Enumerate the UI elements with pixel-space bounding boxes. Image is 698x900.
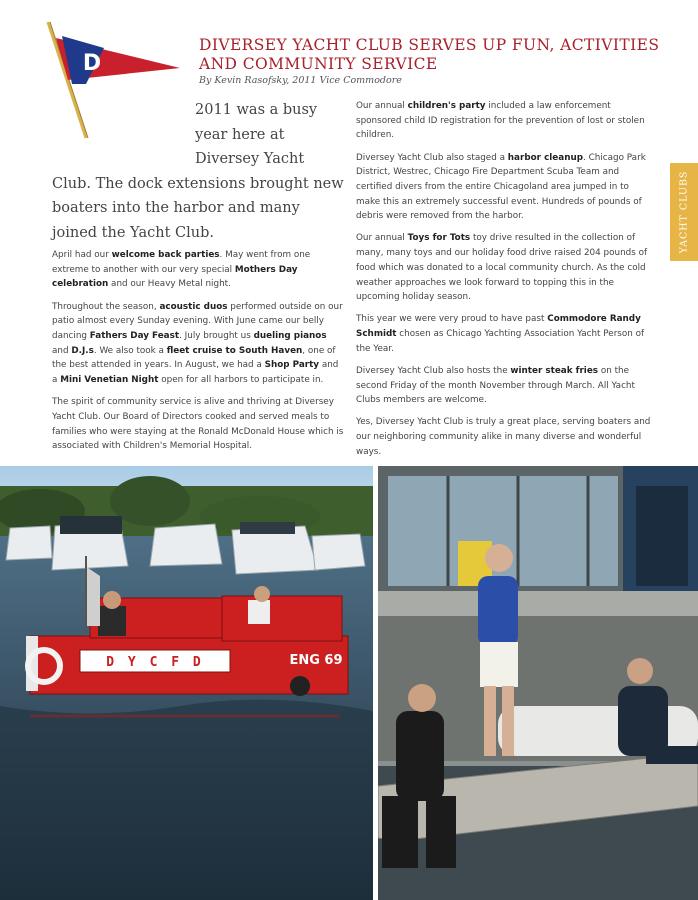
left-column [52, 248, 344, 461]
paragraph-toys-for-tots: Our annual Toys for Tots toy drive resulted in the collection of many, many toys and our holiday food drive raised 204 pounds of food which was donated to a local community church. As the cold weather approaches we look forward to topping this in the upcoming holiday season. [356, 233, 648, 303]
right-column [356, 99, 652, 467]
pennant-letter: D [82, 51, 102, 76]
fireboat-engine-number: ENG 69 [289, 653, 343, 668]
photo-dock-divers [378, 466, 698, 900]
paragraph-season: Throughout the season, acoustic duos performed outside on our patio almost every Sunday evening. With June came our belly dancing Fathers Day Feast. July brought us dueling pianos and D.J.s. We also took a fleet cruise to South Haven, one of the best attended in years. In August, we had a Shop Party and a Mini Venetian Night open for all harbors to participate in. [52, 301, 343, 386]
fireboat-hull-lettering: D Y C F D [106, 655, 204, 670]
section-tab-yacht-clubs: YACHT CLUBS [670, 163, 698, 261]
article-byline: By Kevin Rasofsky, 2011 Vice Commodore [199, 75, 402, 86]
paragraph-childrens-party: Our annual children's party included a law enforcement sponsored child ID registration for the prevention of lost or stolen children. [356, 101, 645, 141]
paragraph-commodore: This year we were very proud to have past Commodore Randy Schmidt chosen as Chicago Yachting Association Yacht Person of the Year. [356, 314, 645, 354]
paragraph-harbor-cleanup: Diversey Yacht Club also staged a harbor cleanup. Chicago Park District, Westrec, Chicago Fire Department Scuba Team and certified divers from the entire Chicagoland area jumped in to make this an extremely successful event. Hundreds of pounds of debris were removed from the harbor. [356, 152, 646, 222]
article-title: DIVERSEY YACHT CLUB SERVES UP FUN, ACTIVITIES AND COMMUNITY SERVICE [199, 36, 660, 73]
paragraph-community: The spirit of community service is alive and thriving at Diversey Yacht Club. Our Board of Directors cooked and served meals to families who were staying at the Ronald McDonald House which is associated with Children's Memorial Hospital. [52, 397, 344, 452]
intro-block [52, 98, 344, 245]
intro-paragraph: 2011 was a busy year here at Diversey Yacht Club. The dock extensions brought new boaters into the harbor and many joined the Yacht Club. [52, 102, 344, 241]
paragraph-steak-fries: Diversey Yacht Club also hosts the winter steak fries on the second Friday of the month November through March. All Yacht Clubs members are welcome. [356, 365, 635, 406]
paragraph-april: April had our welcome back parties. May went from one extreme to another with our very special Mothers Day celebration and our Heavy Metal night. [52, 250, 311, 290]
photo-fireboat-float [0, 466, 373, 900]
paragraph-closing: Yes, Diversey Yacht Club is truly a great place, serving boaters and our neighboring community alike in many diverse and wonderful ways. [356, 417, 651, 457]
